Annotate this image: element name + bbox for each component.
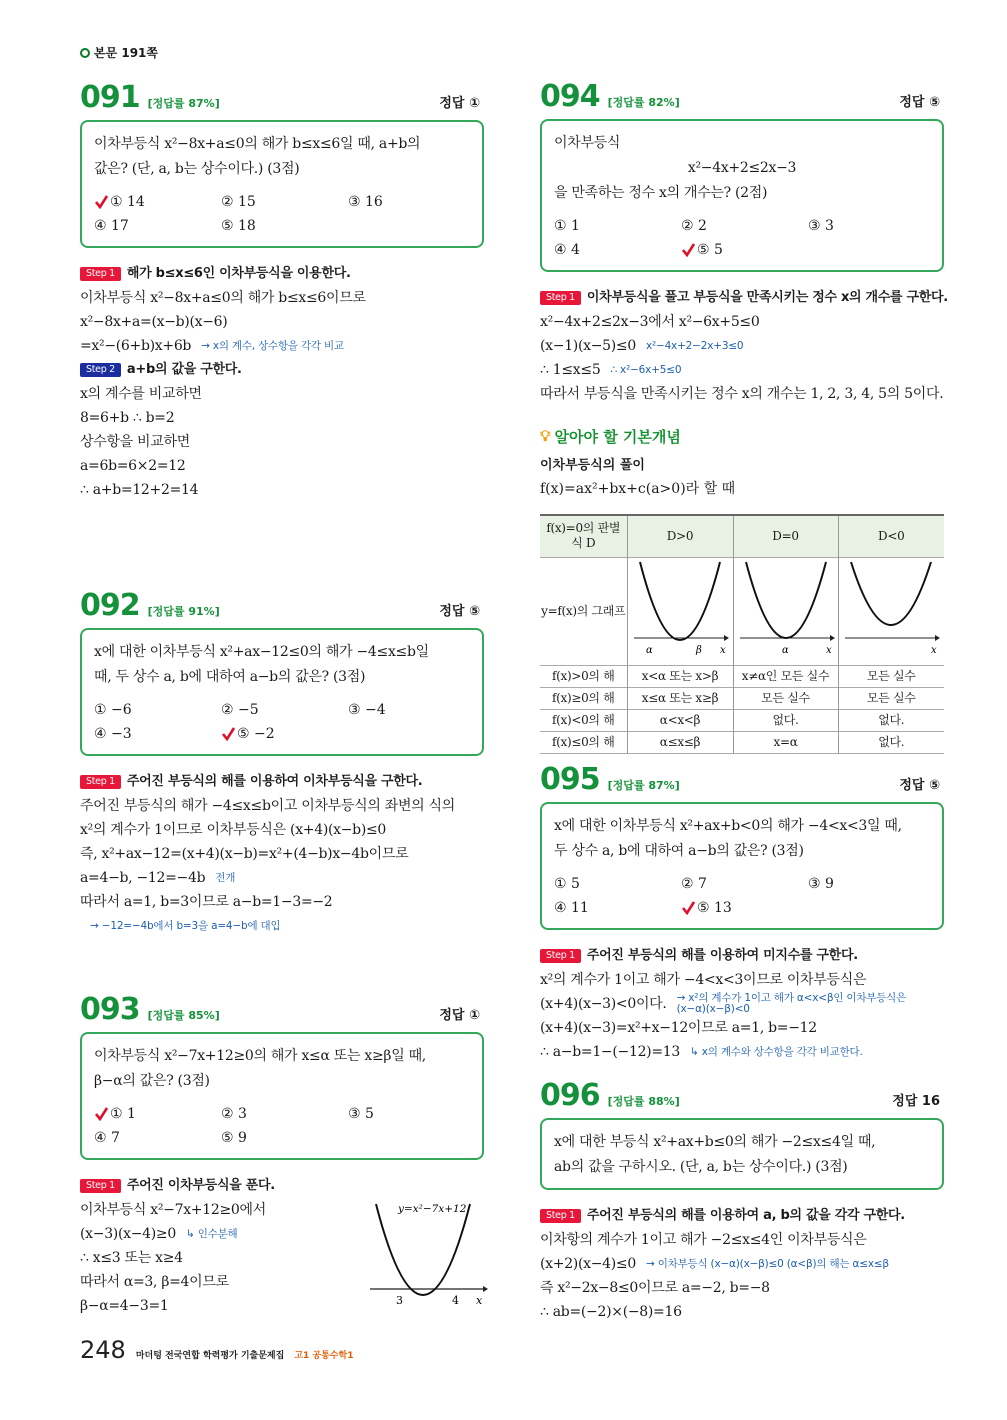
table-cell: f(x)≤0의 해 — [551, 734, 615, 749]
concept-title: 알아야 할 기본개념 — [554, 427, 681, 446]
step-badge: Step 2 — [80, 363, 121, 377]
annotation-note: ∴ x²−6x+5≤0 — [610, 363, 682, 376]
choice-5 — [681, 238, 808, 262]
correct-rate: [정답률 82%] — [607, 96, 680, 109]
header-d-positive: D>0 — [627, 515, 733, 557]
table-cell: 없다. — [733, 709, 838, 731]
problem-number: 095 — [540, 762, 600, 797]
annotation-note: → x²의 계수가 1이고 해가 α<x<β인 이차부등식은 (x−α)(x−β)<0 — [676, 992, 907, 1015]
table-cell: 모든 실수 — [733, 687, 838, 709]
graph-d-positive — [627, 557, 733, 665]
step-badge: Step 1 — [540, 291, 581, 305]
x-mark: x — [931, 644, 937, 656]
solution-line — [540, 1204, 944, 1228]
choice-text: ④ −3 — [94, 726, 132, 742]
solution — [540, 1204, 944, 1324]
solution-line — [80, 914, 484, 938]
table-cell: f(x)≥0의 해 — [551, 690, 615, 705]
checkmark-icon — [94, 195, 108, 209]
graph-equation: y=x²−7x+12 — [398, 1203, 467, 1215]
parabola-curve — [376, 1204, 470, 1295]
problem-number: 092 — [80, 588, 140, 623]
step-heading: 주어진 이차부등식을 푼다. — [126, 1178, 275, 1193]
question-text — [554, 1130, 930, 1180]
table-cell: α≤x≤β — [627, 731, 733, 753]
problem-header — [80, 82, 484, 114]
solution-text: x²의 계수가 1이고 해가 −4<x<3이므로 이차부등식은 — [540, 972, 867, 988]
choice-3 — [808, 872, 935, 896]
solution — [80, 770, 484, 938]
table-cell: 없다. — [838, 709, 944, 731]
problem-number: 096 — [540, 1078, 600, 1113]
question-box — [80, 1032, 484, 1160]
annotation-note: ↳ x의 계수와 상수항을 각각 비교한다. — [689, 1045, 863, 1058]
step-heading: 해가 b≤x≤6인 이차부등식을 이용한다. — [126, 266, 351, 281]
problem-header — [80, 590, 484, 622]
choice-4 — [554, 238, 681, 262]
choice-4 — [554, 896, 681, 920]
choice-text: ④ 7 — [94, 1130, 120, 1146]
problem-095 — [540, 764, 944, 1064]
graph-d-zero — [733, 557, 838, 665]
concept-formula: f(x)=ax²+bx+c(a>0)라 할 때 — [540, 481, 736, 497]
question-text — [94, 132, 470, 182]
problem-number: 094 — [540, 79, 600, 114]
correct-rate: [정답률 87%] — [147, 97, 220, 110]
solution-line — [540, 382, 944, 406]
table-cell: f(x)<0의 해 — [551, 712, 615, 727]
answer-label: 정답 16 — [892, 1094, 940, 1109]
alpha-mark: α — [646, 644, 653, 656]
header-d-zero: D=0 — [733, 515, 838, 557]
choice-text: ② 15 — [221, 194, 256, 210]
answer-label: 정답 ① — [439, 96, 480, 111]
correct-rate: [정답률 91%] — [147, 605, 220, 618]
problem-header — [540, 1080, 944, 1112]
annotation-note: → x의 계수, 상수항을 각각 비교 — [201, 339, 344, 352]
choice-text: ② 2 — [681, 218, 707, 234]
annotation-note: 전개 — [215, 871, 236, 884]
choice-text: ① −6 — [94, 702, 132, 718]
solution-text: ∴ x≤3 또는 x≥4 — [80, 1250, 183, 1266]
question-line: 두 상수 a, b에 대하여 a−b의 값은? (3점) — [554, 843, 804, 859]
correct-rate: [정답률 88%] — [607, 1095, 680, 1108]
choice-list — [94, 698, 470, 746]
choice-2 — [221, 698, 348, 722]
solution-line — [80, 358, 484, 382]
choice-text: ③ 3 — [808, 218, 834, 234]
concept-subtitle: 이차부등식의 풀이 — [540, 458, 645, 473]
solution-text: ∴ a+b=12+2=14 — [80, 482, 199, 498]
source-ref-text: 본문 191쪽 — [94, 46, 159, 60]
choice-text: ③ 9 — [808, 876, 834, 892]
book-title: 마더텅 전국연합 학력평가 기출문제집 — [135, 1351, 285, 1361]
solution-text: 따라서 부등식을 만족시키는 정수 x의 개수는 1, 2, 3, 4, 5의 5이다. — [540, 386, 944, 402]
question-line: x에 대한 부등식 x²+ax+b≤0의 해가 −2≤x≤4일 때, — [554, 1134, 876, 1150]
problem-096 — [540, 1080, 944, 1324]
solution-line — [540, 968, 944, 992]
solution-line — [540, 1252, 944, 1276]
graph-row-label: y=f(x)의 그래프 — [541, 604, 626, 618]
choice-text: ③ 5 — [348, 1106, 374, 1122]
question-text — [554, 814, 930, 864]
answer-label: 정답 ⑤ — [899, 95, 940, 110]
solution-line — [80, 406, 484, 430]
choice-list — [94, 190, 470, 238]
question-line: 때, 두 상수 a, b에 대하여 a−b의 값은? (3점) — [94, 669, 366, 685]
table-cell: α<x<β — [627, 709, 733, 731]
step-heading: 주어진 부등식의 해를 이용하여 이차부등식을 구한다. — [126, 774, 423, 789]
root-label-3: 3 — [396, 1294, 403, 1307]
choice-text: ⑤ 5 — [697, 242, 723, 258]
source-reference — [80, 44, 158, 61]
table-cell: f(x)>0의 해 — [551, 668, 615, 683]
checkmark-icon — [681, 901, 695, 915]
answer-label: 정답 ⑤ — [439, 604, 480, 619]
book-subject: 고1 공통수학1 — [294, 1351, 354, 1361]
question-text — [554, 131, 930, 206]
choice-text: ③ −4 — [348, 702, 386, 718]
answer-label: 정답 ① — [439, 1008, 480, 1023]
choice-text: ① 1 — [554, 218, 580, 234]
choice-text: ④ 4 — [554, 242, 580, 258]
step-heading: 주어진 부등식의 해를 이용하여 a, b의 값을 각각 구한다. — [586, 1208, 905, 1223]
solution-line — [540, 992, 944, 1016]
question-line: 이차부등식 x²−7x+12≥0의 해가 x≤α 또는 x≥β일 때, — [94, 1048, 426, 1064]
table-cell: 모든 실수 — [838, 687, 944, 709]
solution-text: 이차항의 계수가 1이고 해가 −2≤x≤4인 이차부등식은 — [540, 1232, 867, 1248]
table-row — [540, 709, 944, 731]
solution-line — [80, 866, 484, 890]
solution-text: 이차부등식 x²−7x+12≥0에서 — [80, 1202, 266, 1218]
choice-list — [94, 1102, 470, 1150]
solution-text: 즉 x²−2x−8≤0이므로 a=−2, b=−8 — [540, 1280, 770, 1296]
alpha-mark: α — [781, 644, 788, 656]
choice-2 — [681, 872, 808, 896]
table-row — [540, 731, 944, 753]
correct-rate: [정답률 87%] — [607, 779, 680, 792]
solution-line — [80, 770, 484, 794]
parabola-graph-093 — [368, 1196, 488, 1321]
problem-091 — [80, 82, 484, 502]
solution — [540, 286, 948, 406]
solution-text: 상수항을 비교하면 — [80, 434, 190, 450]
correct-rate: [정답률 85%] — [147, 1009, 220, 1022]
answer-label: 정답 ⑤ — [899, 778, 940, 793]
page-number: 248 — [80, 1336, 126, 1364]
solution-text: β−α=4−3=1 — [80, 1298, 169, 1314]
choice-text: ⑤ 9 — [221, 1130, 247, 1146]
step-badge: Step 1 — [540, 1209, 581, 1223]
solution-line — [80, 842, 484, 866]
problem-header — [540, 81, 944, 113]
discriminant-table — [540, 514, 944, 754]
solution-line — [80, 794, 484, 818]
choice-5 — [681, 896, 808, 920]
header-discriminant: f(x)=0의 판별식 D — [546, 521, 621, 551]
solution-text: 따라서 a=1, b=3이므로 a−b=1−3=−2 — [80, 894, 333, 910]
step-badge: Step 1 — [80, 267, 121, 281]
solution-text: ∴ ab=(−2)×(−8)=16 — [540, 1304, 682, 1320]
solution-text: 따라서 α=3, β=4이므로 — [80, 1274, 229, 1290]
choice-3 — [348, 1102, 475, 1126]
solution-line — [540, 1300, 944, 1324]
problem-number: 093 — [80, 992, 140, 1027]
question-line: 을 만족하는 정수 x의 개수는? (2점) — [554, 185, 768, 201]
choice-text: ① 1 — [110, 1106, 136, 1122]
choice-text: ① 5 — [554, 876, 580, 892]
choice-5 — [221, 722, 348, 746]
header-d-negative: D<0 — [838, 515, 944, 557]
question-box — [80, 120, 484, 248]
step-badge: Step 1 — [80, 775, 121, 789]
solution-line — [80, 262, 484, 286]
table-cell: 없다. — [838, 731, 944, 753]
solution-line — [540, 358, 944, 382]
choice-1 — [94, 190, 221, 214]
choice-5 — [221, 1126, 348, 1150]
choice-text: ⑤ 18 — [221, 218, 256, 234]
solution-line — [80, 286, 484, 310]
solution-text: 8=6+b ∴ b=2 — [80, 410, 175, 426]
solution-text: (x+2)(x−4)≤0 — [540, 1256, 636, 1272]
checkmark-icon — [94, 1107, 108, 1121]
question-box — [540, 802, 944, 930]
choice-text: ② −5 — [221, 702, 259, 718]
solution-text: =x²−(6+b)x+6b — [80, 338, 192, 354]
solution-text: a=6b=6×2=12 — [80, 458, 186, 474]
solution-line — [540, 286, 948, 310]
solution-text: ∴ a−b=1−(−12)=13 — [540, 1044, 680, 1060]
table-cell: x<α 또는 x>β — [627, 665, 733, 687]
solution-line — [80, 478, 484, 502]
solution-line — [540, 1016, 944, 1040]
question-line: 이차부등식 x²−8x+a≤0의 해가 b≤x≤6일 때, a+b의 — [94, 136, 421, 152]
solution-line — [80, 454, 484, 478]
question-box — [80, 628, 484, 756]
solution-text: (x−3)(x−4)≥0 — [80, 1226, 176, 1242]
annotation-note: → −12=−4b에서 b=3을 a=4−b에 대입 — [90, 919, 281, 932]
step-heading: 이차부등식을 풀고 부등식을 만족시키는 정수 x의 개수를 구한다. — [586, 290, 948, 305]
solution-line — [80, 818, 484, 842]
question-line: x에 대한 이차부등식 x²+ax−12≤0의 해가 −4≤x≤b일 — [94, 644, 429, 660]
question-box — [540, 119, 944, 272]
choice-text: ② 3 — [221, 1106, 247, 1122]
annotation-note: → 이차부등식 (x−α)(x−β)≤0 (α<β)의 해는 α≤x≤β — [645, 1257, 889, 1270]
choice-text: ① 14 — [110, 194, 145, 210]
choice-text: ④ 17 — [94, 218, 129, 234]
problem-header — [540, 764, 944, 796]
choice-2 — [681, 214, 808, 238]
choice-3 — [348, 190, 475, 214]
solution-line — [540, 310, 944, 334]
table-cell: x≤α 또는 x≥β — [627, 687, 733, 709]
solution — [540, 944, 944, 1064]
solution-text: x²−4x+2≤2x−3에서 x²−6x+5≤0 — [540, 314, 760, 330]
question-line: β−α의 값은? (3점) — [94, 1073, 210, 1089]
solution-text: 이차부등식 x²−8x+a≤0의 해가 b≤x≤6이므로 — [80, 290, 366, 306]
solution-line — [80, 382, 484, 406]
table-cell: 모든 실수 — [838, 665, 944, 687]
solution-text: (x+4)(x−3)<0이다. — [540, 996, 667, 1012]
solution-line — [540, 334, 944, 358]
question-box — [540, 1118, 944, 1190]
choice-text: ⑤ 13 — [697, 900, 732, 916]
question-line: 값은? (단, a, b는 상수이다.) (3점) — [94, 161, 300, 177]
solution — [80, 262, 484, 502]
lightbulb-icon: 💡︎ — [540, 427, 551, 445]
solution-text: (x+4)(x−3)=x²+x−12이므로 a=1, b=−12 — [540, 1020, 817, 1036]
solution-text: (x−1)(x−5)≤0 — [540, 338, 636, 354]
beta-mark: β — [696, 644, 702, 656]
choice-1 — [554, 872, 681, 896]
choice-3 — [348, 698, 475, 722]
choice-list — [554, 872, 930, 920]
choice-3 — [808, 214, 935, 238]
annotation-note: ↳ 인수분해 — [185, 1227, 238, 1240]
graph-d-negative — [838, 557, 944, 665]
question-line: 이차부등식 — [554, 135, 621, 151]
solution-line — [540, 944, 944, 968]
problem-092 — [80, 590, 484, 938]
step-badge: Step 1 — [80, 1179, 121, 1193]
step-badge: Step 1 — [540, 949, 581, 963]
solution-line — [80, 334, 484, 358]
solution-line — [80, 430, 484, 454]
checkmark-icon — [221, 727, 235, 741]
choice-text: ⑤ −2 — [237, 726, 275, 742]
solution-text: 즉, x²+ax−12=(x+4)(x−b)=x²+(4−b)x−4b이므로 — [80, 846, 409, 862]
solution-line — [540, 1228, 944, 1252]
axis-arrow-icon — [483, 1286, 488, 1292]
step-heading: 주어진 부등식의 해를 이용하여 미지수를 구한다. — [586, 948, 858, 963]
x-mark: x — [720, 644, 726, 656]
solution-line — [540, 1040, 944, 1064]
choice-4 — [94, 214, 221, 238]
problem-number: 091 — [80, 80, 140, 115]
problem-094 — [540, 79, 948, 406]
table-cell: x≠α인 모든 실수 — [733, 665, 838, 687]
solution-text: ∴ 1≤x≤5 — [540, 362, 601, 378]
page-footer — [80, 1336, 353, 1364]
step-heading: a+b의 값을 구한다. — [126, 362, 242, 377]
choice-1 — [554, 214, 681, 238]
question-line: ab의 값을 구하시오. (단, a, b는 상수이다.) (3점) — [554, 1159, 848, 1175]
x-mark: x — [825, 644, 831, 656]
choice-4 — [94, 722, 221, 746]
question-text — [94, 640, 470, 690]
choice-text: ④ 11 — [554, 900, 589, 916]
solution-line — [540, 1276, 944, 1300]
choice-1 — [94, 698, 221, 722]
checkmark-icon — [681, 243, 695, 257]
solution-text: x의 계수를 비교하면 — [80, 386, 202, 402]
circle-bullet-icon — [80, 48, 90, 58]
question-text — [94, 1044, 470, 1094]
choice-list — [554, 214, 930, 262]
choice-2 — [221, 1102, 348, 1126]
solution-text: x²의 계수가 1이므로 이차부등식은 (x+4)(x−b)≤0 — [80, 822, 387, 838]
table-row — [540, 687, 944, 709]
choice-text: ③ 16 — [348, 194, 383, 210]
table-cell: x=α — [733, 731, 838, 753]
solution-line — [80, 310, 484, 334]
solution-line — [80, 890, 484, 914]
concept-section — [540, 426, 944, 498]
solution-text: 주어진 부등식의 해가 −4≤x≤b이고 이차부등식의 좌변의 식의 — [80, 798, 455, 814]
choice-5 — [221, 214, 348, 238]
solution-line — [80, 1174, 484, 1198]
question-line: x²−4x+2≤2x−3 — [687, 160, 797, 176]
solution-text: a=4−b, −12=−4b — [80, 870, 206, 886]
choice-2 — [221, 190, 348, 214]
solution-text: x²−8x+a=(x−b)(x−6) — [80, 314, 228, 330]
choice-1 — [94, 1102, 221, 1126]
annotation-note: x²−4x+2−2x+3≤0 — [645, 339, 744, 352]
root-label-4: 4 — [452, 1294, 459, 1307]
choice-text: ② 7 — [681, 876, 707, 892]
table-row — [540, 665, 944, 687]
problem-header — [80, 994, 484, 1026]
question-line: x에 대한 이차부등식 x²+ax+b<0의 해가 −4<x<3일 때, — [554, 818, 902, 834]
choice-4 — [94, 1126, 221, 1150]
axis-label: x — [476, 1294, 483, 1307]
